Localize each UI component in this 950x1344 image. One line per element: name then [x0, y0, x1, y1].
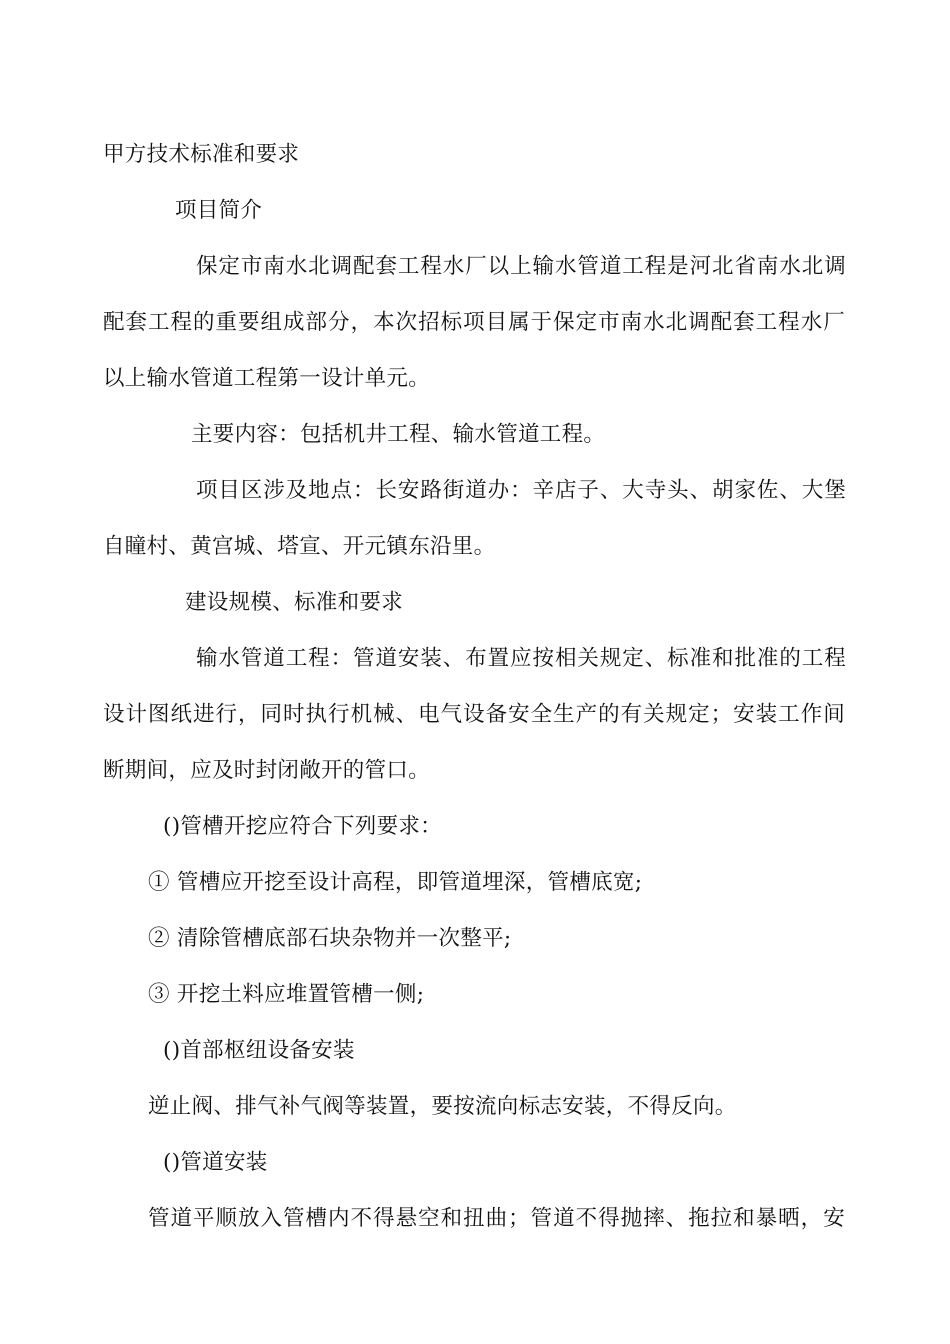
subheading-trench-excavation: ()管槽开挖应符合下列要求：	[163, 814, 442, 839]
list-item: ③ 开挖土料应堆置管槽一侧;	[148, 982, 425, 1007]
paragraph-line: 项目区涉及地点：长安路街道办：辛店子、大寺头、胡家佐、大堡	[196, 478, 846, 503]
paragraph-line: 主要内容：包括机井工程、输水管道工程。	[191, 422, 606, 447]
list-item: ② 清除管槽底部石块杂物并一次整平;	[148, 926, 512, 951]
paragraph-line: 以上输水管道工程第一设计单元。	[103, 366, 431, 391]
document-title: 甲方技术标准和要求	[103, 142, 300, 167]
paragraph-line: 保定市南水北调配套工程水厂以上输水管道工程是河北省南水北调	[196, 254, 846, 279]
paragraph-line: 逆止阀、排气补气阀等装置，要按流向标志安装，不得反向。	[148, 1094, 737, 1119]
paragraph-line: 输水管道工程：管道安装、布置应按相关规定、标准和批准的工程	[196, 646, 846, 671]
paragraph-line: 配套工程的重要组成部分，本次招标项目属于保定市南水北调配套工程水厂	[103, 310, 845, 335]
paragraph-line: 管道平顺放入管槽内不得悬空和扭曲；管道不得抛摔、拖拉和暴晒，安	[148, 1206, 845, 1231]
paragraph-line: 断期间，应及时封闭敞开的管口。	[103, 758, 431, 783]
subheading-pipe-installation: ()管道安装	[163, 1150, 268, 1175]
paragraph-line: 设计图纸进行，同时执行机械、电气设备安全生产的有关规定；安装工作间	[103, 702, 845, 727]
subheading-header-equipment: ()首部枢纽设备安装	[163, 1038, 355, 1063]
section-heading-scale-standards: 建设规模、标准和要求	[185, 590, 404, 615]
paragraph-line: 自瞳村、黄宫城、塔宣、开元镇东沿里。	[103, 534, 496, 559]
list-item: ① 管槽应开挖至设计高程，即管道埋深，管槽底宽;	[148, 870, 643, 895]
section-heading-project-intro: 项目简介	[175, 198, 263, 223]
